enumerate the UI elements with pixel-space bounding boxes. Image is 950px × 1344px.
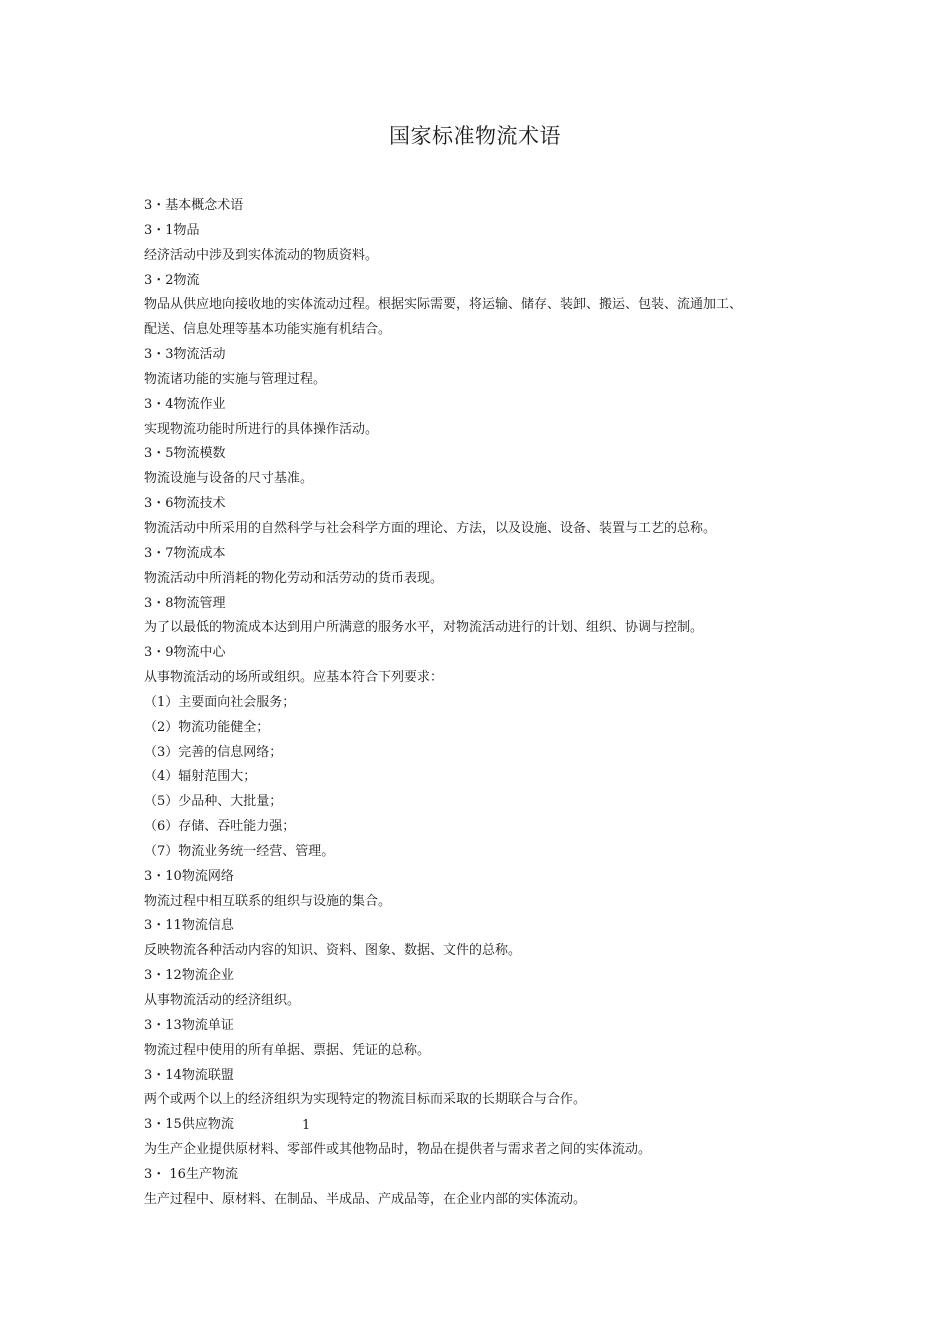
text-line: 3・12物流企业 [144,968,234,984]
text-line: 3・14物流联盟 [144,1067,234,1083]
text-line: 实现物流功能时所进行的具体操作活动。 [144,421,379,437]
text-line: 为了以最低的物流成本达到用户所满意的服务水平，对物流活动进行的计划、组织、协调与控制。 [144,620,704,636]
text-line: 两个或两个以上的经济组织为实现特定的物流目标而采取的长期联合与合作。 [144,1092,587,1108]
text-line: （3）完善的信息网络； [144,744,283,760]
text-line: 3・3物流活动 [144,347,226,363]
text-line: 物流活动中所消耗的物化劳动和活劳动的货币表现。 [144,570,444,586]
text-line: （1）主要面向社会服务； [144,694,296,710]
text-line: 从事物流活动的经济组织。 [144,993,301,1008]
text-line: 3・2物流 [144,272,200,288]
text-line: 3・基本概念术语 [144,198,244,213]
text-line: 生产过程中、原材料、在制品、半成品、产成品等，在企业内部的实体流动。 [144,1191,587,1207]
text-line: 物流诸功能的实施与管理过程。 [144,371,327,387]
page-number: 1 [302,1118,311,1133]
text-line: 3・11物流信息 [144,918,234,934]
text-line: 3・ 16生产物流 [144,1166,238,1182]
text-line: 经济活动中涉及到实体流动的物质资料。 [144,247,379,263]
text-line: 从事物流活动的场所或组织。应基本符合下列要求： [144,670,444,686]
text-line: 3・8物流管理 [144,595,226,611]
text-line: 配送、信息处理等基本功能实施有机结合。 [144,322,392,338]
text-line: 3・5物流模数 [144,446,226,462]
text-line: （6）存储、吞吐能力强； [144,819,296,835]
document-title: 国家标准物流术语 [389,124,561,148]
text-line: 物流活动中所采用的自然科学与社会科学方面的理论、方法，以及设施、设备、装置与工艺的总称。 [144,520,717,536]
text-line: 3・15供应物流 [144,1117,234,1133]
text-line: 3・13物流单证 [144,1017,234,1033]
text-line: （4）辐射范围大； [144,769,257,785]
text-line: （7）物流业务统一经营、管理。 [144,843,335,859]
text-line: 物流设施与设备的尺寸基准。 [144,471,314,487]
text-line: 3・10物流网络 [144,868,234,884]
text-line: 3・6物流技术 [144,496,226,512]
text-line: 物流过程中使用的所有单据、票据、凭证的总称。 [144,1042,431,1058]
text-line: （5）少品种、大批量； [144,794,283,810]
text-line: 物品从供应地向接收地的实体流动过程。根据实际需要，将运输、储存、装卸、搬运、包装、流通加工、 [144,297,743,313]
text-line: （2）物流功能健全； [144,719,270,735]
text-line: 3・7物流成本 [144,545,226,561]
text-line: 物流过程中相互联系的组织与设施的集合。 [144,893,392,909]
text-line: 3・4物流作业 [144,396,226,412]
text-line: 反映物流各种活动内容的知识、资料、图象、数据、文件的总称。 [144,943,522,959]
text-line: 为生产企业提供原材料、零部件或其他物品时，物品在提供者与需求者之间的实体流动。 [144,1142,652,1158]
text-line: 3・1物品 [144,222,200,238]
document-body [144,194,834,1213]
text-line: 3・9物流中心 [144,645,226,661]
